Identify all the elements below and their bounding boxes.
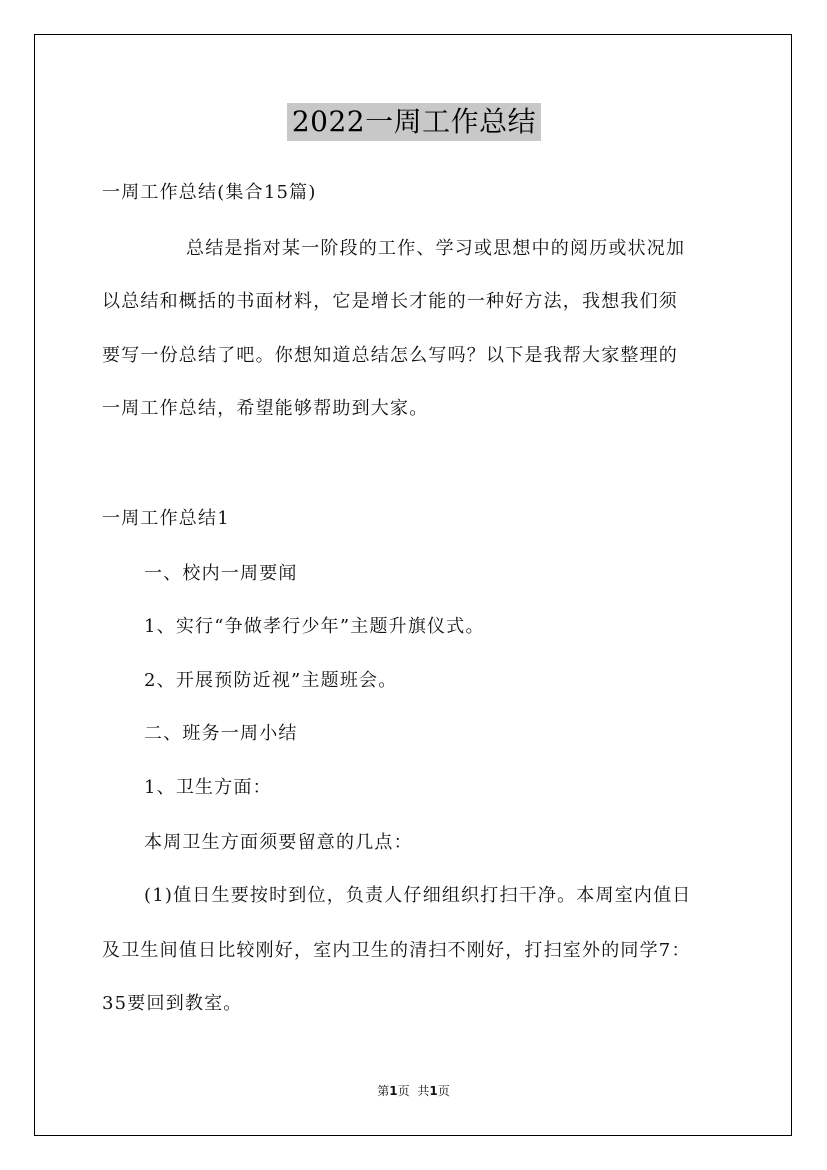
intro-line-3: 要写一份总结了吧。你想知道总结怎么写吗？以下是我帮大家整理的	[102, 345, 678, 366]
section-line-1: 一、校内一周要闻	[144, 563, 298, 584]
section-line-4: 二、班务一周小结	[144, 723, 298, 744]
footer-total-prefix: 共	[417, 1084, 430, 1098]
document-title: 2022一周工作总结	[287, 103, 541, 141]
footer-total-suffix: 页	[437, 1084, 450, 1098]
intro-line-1: 总结是指对某一阶段的工作、学习或思想中的阅历或状况加	[186, 238, 686, 259]
section-line-3: 2、开展预防近视”主题班会。	[144, 670, 398, 691]
section-line-8: 及卫生间值日比较刚好，室内卫生的清扫不刚好，打扫室外的同学7：	[102, 940, 691, 961]
section-line-9: 35要回到教室。	[102, 993, 243, 1014]
section-line-6: 本周卫生方面须要留意的几点：	[144, 832, 413, 853]
section-line-7: (1)值日生要按时到位，负责人仔细组织打扫干净。本周室内值日	[144, 885, 692, 906]
footer-page-suffix: 页	[397, 1084, 410, 1098]
section-heading: 一周工作总结1	[102, 508, 230, 529]
intro-line-2: 以总结和概括的书面材料，它是增长才能的一种好方法，我想我们须	[102, 291, 678, 312]
section-line-2: 1、实行“争做孝行少年”主题升旗仪式。	[144, 616, 485, 637]
page-footer	[0, 1083, 827, 1099]
intro-line-4: 一周工作总结，希望能够帮助到大家。	[102, 398, 429, 419]
section-line-5: 1、卫生方面：	[144, 777, 272, 798]
footer-total-number: 1	[429, 1084, 438, 1098]
footer-page-prefix: 第	[377, 1084, 390, 1098]
footer-page-number: 1	[389, 1084, 398, 1098]
subtitle: 一周工作总结(集合15篇)	[102, 182, 317, 203]
